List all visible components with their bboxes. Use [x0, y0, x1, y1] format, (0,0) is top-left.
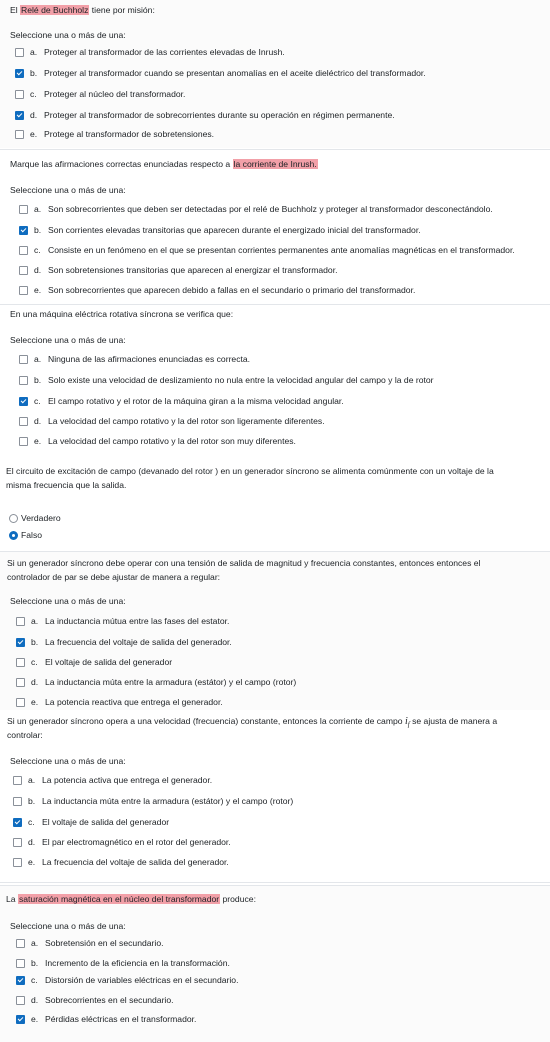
checkbox[interactable]	[16, 658, 25, 667]
q6-option-d[interactable]: d. El par electromagnético en el rotor del generador.	[13, 836, 231, 848]
checkbox[interactable]	[19, 286, 28, 295]
question-2-prompt: Seleccione una o más de una:	[10, 185, 126, 195]
checkbox[interactable]	[15, 48, 24, 57]
question-5	[0, 552, 550, 710]
question-7-prompt: Seleccione una o más de una:	[10, 921, 126, 931]
q5-option-e[interactable]: e. La potencia reactiva que entrega el generador.	[16, 696, 223, 708]
checkbox[interactable]	[15, 111, 24, 120]
q6-option-b[interactable]: b. La inductancia múta entre la armadura (estátor) y el campo (rotor)	[13, 795, 293, 807]
q1-option-a[interactable]: a. Proteger al transformador de las corrientes elevadas de Inrush.	[15, 46, 285, 58]
highlight: saturación magnética en el núcleo del transformador	[18, 894, 220, 904]
question-5-prompt: Seleccione una o más de una:	[10, 596, 126, 606]
question-2-text: Marque las afirmaciones correctas enunciadas respecto a la corriente de Inrush.	[10, 159, 317, 169]
q6-option-a[interactable]: a. La potencia activa que entrega el generador.	[13, 774, 212, 786]
field-current-symbol: i	[404, 716, 408, 727]
question-4-line-2: misma frecuencia que la salida.	[6, 480, 127, 490]
q5-option-a[interactable]: a. La inductancia mútua entre las fases del estator.	[16, 615, 229, 627]
question-4	[0, 459, 550, 551]
q3-option-b[interactable]: b. Solo existe una velocidad de deslizamiento no nula entre la velocidad angular del campo y la de rotor	[19, 374, 434, 386]
question-1-text: El Relé de Buchholz tiene por misión:	[10, 5, 155, 15]
checkbox[interactable]	[19, 417, 28, 426]
question-1	[0, 0, 550, 148]
checkbox[interactable]	[19, 355, 28, 364]
checkbox[interactable]	[13, 776, 22, 785]
question-5-line-2: controlador de par se debe ajustar de manera a regular:	[7, 572, 221, 582]
radio[interactable]	[9, 531, 18, 540]
checkbox[interactable]	[15, 90, 24, 99]
checkbox[interactable]	[16, 996, 25, 1005]
q3-option-e[interactable]: e. La velocidad del campo rotativo y la del rotor son muy diferentes.	[19, 435, 296, 447]
checkbox[interactable]	[16, 617, 25, 626]
q5-option-d[interactable]: d. La inductancia múta entre la armadura (estátor) y el campo (rotor)	[16, 676, 296, 688]
q6-option-c[interactable]: c. El voltaje de salida del generador	[13, 816, 169, 828]
checkbox[interactable]	[16, 638, 25, 647]
checkbox[interactable]	[19, 226, 28, 235]
q1-option-b[interactable]: b. Proteger al transformador cuando se presentan anomalías en el aceite dieléctrico del transformador.	[15, 67, 426, 79]
checkbox[interactable]	[15, 69, 24, 78]
highlight: la corriente de Inrush.	[233, 159, 317, 169]
question-3-prompt: Seleccione una o más de una:	[10, 335, 126, 345]
question-2	[0, 150, 550, 304]
checkbox[interactable]	[16, 1015, 25, 1024]
q1-option-e[interactable]: e. Protege al transformador de sobretensiones.	[15, 128, 214, 140]
q3-option-d[interactable]: d. La velocidad del campo rotativo y la del rotor son ligeramente diferentes.	[19, 415, 325, 427]
checkbox[interactable]	[13, 858, 22, 867]
option-falso[interactable]: Falso	[9, 529, 42, 541]
q2-option-c[interactable]: c. Consiste en un fenómeno en el que se presentan corrientes permanentes ante anomalías magnéticas en el transformador.	[19, 244, 515, 256]
q2-option-a[interactable]: a. Son sobrecorrientes que deben ser detectadas por el relé de Buchholz y proteger al transformador desconectándolo.	[19, 203, 493, 215]
question-6-line-1: Si un generador síncrono opera a una velocidad (frecuencia) constante, entonces la corriente de campo $i_f$ se ajusta de manera a	[7, 716, 498, 729]
checkbox[interactable]	[16, 959, 25, 968]
checkbox[interactable]	[19, 376, 28, 385]
q5-option-b[interactable]: b. La frecuencia del voltaje de salida del generador.	[16, 636, 232, 648]
checkbox[interactable]	[13, 797, 22, 806]
q7-option-d[interactable]: d. Sobrecorrientes en el secundario.	[16, 994, 174, 1006]
checkbox[interactable]	[16, 678, 25, 687]
q1-option-d[interactable]: d. Proteger al transformador de sobrecorrientes durante su operación en régimen permanente.	[15, 109, 395, 121]
question-3-text: En una máquina eléctrica rotativa síncrona se verifica que:	[10, 309, 234, 319]
q7-option-c[interactable]: c. Distorsión de variables eléctricas en el secundario.	[16, 974, 238, 986]
checkbox[interactable]	[15, 130, 24, 139]
q7-option-e[interactable]: e. Pérdidas eléctricas en el transformador.	[16, 1013, 196, 1025]
q2-option-d[interactable]: d. Son sobretensiones transitorias que aparecen al energizar el transformador.	[19, 264, 338, 276]
question-6-prompt: Seleccione una o más de una:	[10, 756, 126, 766]
question-7	[0, 886, 550, 1042]
q1-option-c[interactable]: c. Proteger al núcleo del transformador.	[15, 88, 185, 100]
q6-option-e[interactable]: e. La frecuencia del voltaje de salida del generador.	[13, 856, 229, 868]
checkbox[interactable]	[16, 976, 25, 985]
checkbox[interactable]	[16, 939, 25, 948]
checkbox[interactable]	[13, 838, 22, 847]
q2-option-e[interactable]: e. Son sobrecorrientes que aparecen debido a fallas en el secundario o primario del transformador.	[19, 284, 415, 296]
q7-option-b[interactable]: b. Incremento de la eficiencia en la transformación.	[16, 957, 230, 969]
divider	[0, 882, 550, 883]
question-3	[0, 305, 550, 455]
question-4-line-1: El circuito de excitación de campo (devanado del rotor ) en un generador síncrono se alimenta comúnmente con un voltaje de la	[6, 466, 494, 476]
q7-option-a[interactable]: a. Sobretensión en el secundario.	[16, 937, 163, 949]
option-verdadero[interactable]: Verdadero	[9, 512, 61, 524]
q3-option-a[interactable]: a. Ninguna de las afirmaciones enunciadas es correcta.	[19, 353, 250, 365]
q5-option-c[interactable]: c. El voltaje de salida del generador	[16, 656, 172, 668]
checkbox[interactable]	[19, 205, 28, 214]
highlight: Relé de Buchholz	[21, 5, 89, 15]
checkbox[interactable]	[19, 246, 28, 255]
checkbox[interactable]	[13, 818, 22, 827]
q3-option-c[interactable]: c. El campo rotativo y el rotor de la máquina giran a la misma velocidad angular.	[19, 395, 344, 407]
checkbox[interactable]	[16, 698, 25, 707]
radio[interactable]	[9, 514, 18, 523]
checkbox[interactable]	[19, 437, 28, 446]
question-6	[0, 712, 550, 872]
question-5-line-1: Si un generador síncrono debe operar con una tensión de salida de magnitud y frecuencia constantes, entonces entonces el	[7, 558, 481, 568]
checkbox[interactable]	[19, 266, 28, 275]
checkbox[interactable]	[19, 397, 28, 406]
question-6-line-2: controlar:	[7, 730, 43, 740]
question-7-text: La saturación magnética en el núcleo del transformador produce:	[6, 894, 256, 904]
q2-option-b[interactable]: b. Son corrientes elevadas transitorias que aparecen durante el energizado inicial del transformador.	[19, 224, 421, 236]
question-1-prompt: Seleccione una o más de una:	[10, 30, 126, 40]
